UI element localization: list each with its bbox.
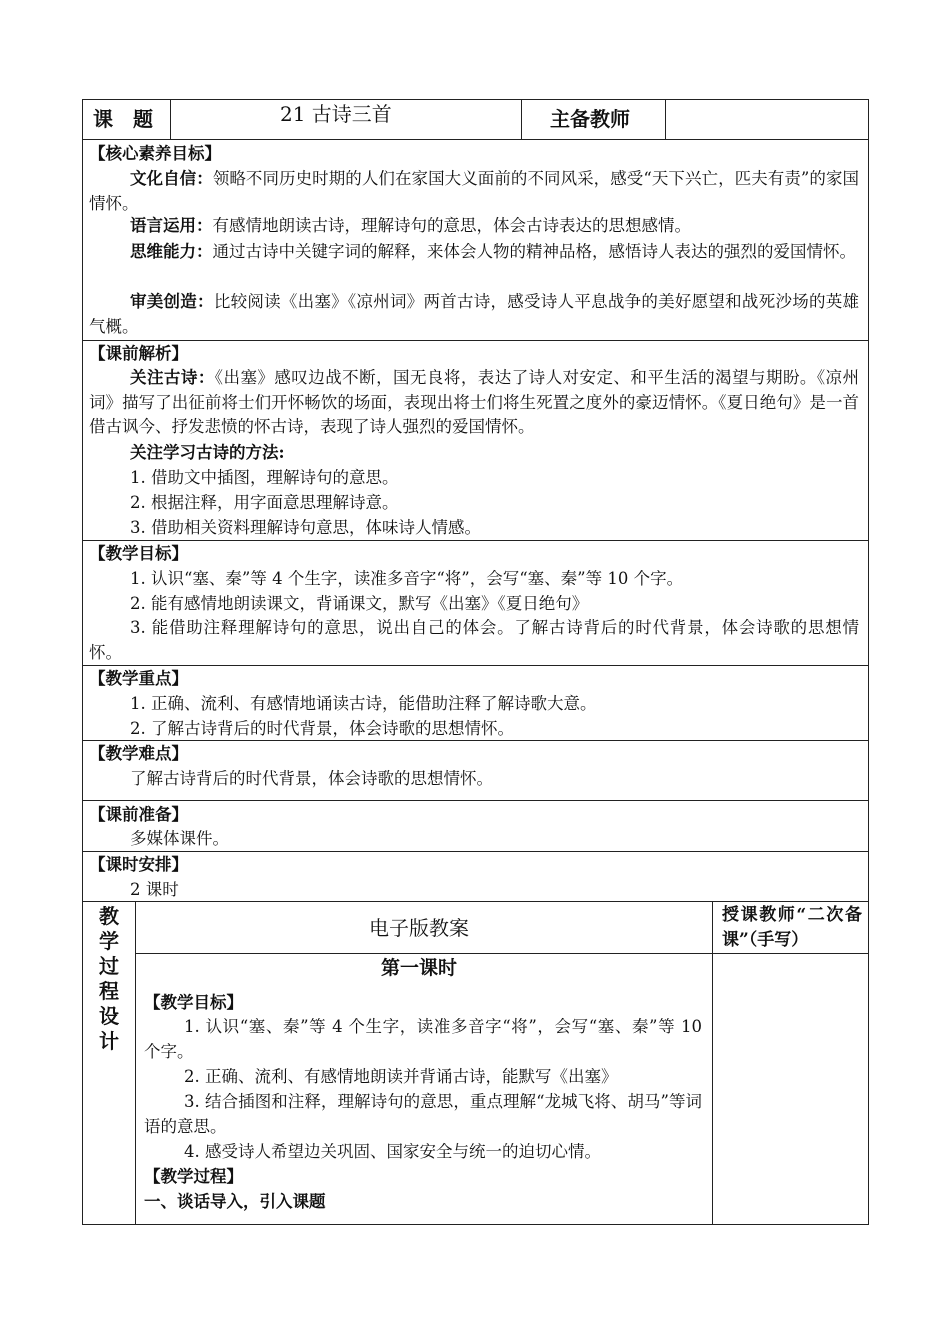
core-item-text: 比较阅读《出塞》《凉州词》两首古诗，感受诗人平息战争的美好愿望和战死沙场的英雄气概。 [89,292,860,336]
lesson-title: 21 古诗三首 [280,102,392,126]
teacher-label: 主备教师 [550,107,630,131]
divider [82,540,869,541]
key-points-item: 1. 正确、流利、有感情地诵读古诗，能借助注释了解诗歌大意。 [130,694,597,713]
process-column-main: 电子版教案 [369,916,469,940]
lesson-label: 课 题 [93,107,153,131]
goals-heading: 【教学目标】 [89,544,188,563]
core-item-text: 有感情地朗读古诗，理解诗句的意思，体会古诗表达的思想感情。 [212,216,691,235]
schedule-text: 2 课时 [130,880,179,899]
analysis-focus [89,366,859,440]
core-item-thinking [89,240,859,265]
core-item-text: 通过古诗中关键字词的解释，来体会人物的精神品格，感悟诗人表达的强烈的爱国情怀。 [212,242,856,261]
process-goal-item: 2. 正确、流利、有感情地朗读并背诵古诗，能默写《出塞》 [184,1067,618,1086]
goals-item: 2. 能有感情地朗读课文，背诵课文，默写《出塞》《夏日绝句》 [130,594,589,613]
divider [135,901,136,1225]
process-side-label: 教学过程设计 [99,904,119,1053]
schedule-heading: 【课时安排】 [89,855,188,874]
process-goals-heading: 【教学目标】 [144,993,243,1012]
analysis-method-item: 3. 借助相关资料理解诗句意思，体味诗人情感。 [130,518,481,537]
divider [521,99,522,139]
process-column-note: 授课教师“二次备课”（手写） [722,905,862,950]
divider [82,851,869,852]
analysis-focus-label: 关注古诗： [130,368,215,387]
divider [82,901,869,902]
analysis-method-label: 关注学习古诗的方法: [130,443,285,462]
divider [170,99,171,139]
preparation-text: 多媒体课件。 [130,829,229,848]
analysis-focus-text: 《出塞》感叹边战不断，国无良将，表达了诗人对安定、和平生活的渴望与期盼。《凉州词》描写了出征前将士们开怀畅饮的场面，表现出将士们将生死置之度外的豪迈情怀。《夏日绝句》是一首借古讽今、抒发悲愤的怀古诗，表现了诗人强烈的爱国情怀。 [89,368,860,436]
lesson-period-title: 第一课时 [381,957,458,979]
core-item-text: 领略不同历史时期的人们在家国大义面前的不同风采，感受“天下兴亡，匹夫有责”的家国情怀。 [89,169,860,213]
core-item-label: 审美创造： [130,292,214,311]
divider [82,340,869,341]
goals-item: 3. 能借助注释理解诗句的意思，说出自己的体会。了解古诗背后的时代背景，体会诗歌的思想情怀。 [89,618,859,662]
process-goal-item: 4. 感受诗人希望边关巩固、国家安全与统一的迫切心情。 [184,1142,601,1161]
goals-item: 1. 认识“塞、秦”等 4 个生字，读准多音字“将”，会写“塞、秦”等 10 个字。 [130,569,684,588]
core-item-label: 语言运用： [130,216,213,235]
core-item-aesthetic [89,290,859,339]
core-heading: 【核心素养目标】 [89,144,221,163]
divider [135,953,869,954]
core-item-label: 文化自信： [130,169,213,188]
process-steps-heading: 【教学过程】 [144,1167,243,1186]
key-points-heading: 【教学重点】 [89,669,188,688]
analysis-method-item: 2. 根据注释，用字面意思理解诗意。 [130,493,399,512]
core-item-label: 思维能力： [130,242,213,261]
divider [665,99,666,139]
preparation-heading: 【课前准备】 [89,805,188,824]
divider [712,901,713,1225]
analysis-heading: 【课前解析】 [89,344,188,363]
process-goal-item: 1. 认识“塞、秦”等 4 个生字，读准多音字“将”，会写“塞、秦”等 10 个字。 [144,1017,702,1061]
divider [82,665,869,666]
process-step-1: 一、谈话导入，引入课题 [144,1192,326,1211]
process-goal-item: 3. 结合插图和注释，理解诗句的意思，重点理解“龙城飞将、胡马”等词语的意思。 [144,1092,702,1136]
difficulty-heading: 【教学难点】 [89,744,188,763]
key-points-item: 2. 了解古诗背后的时代背景，体会诗歌的思想情怀。 [130,719,514,738]
core-item-culture [89,167,859,216]
analysis-method-item: 1. 借助文中插图，理解诗句的意思。 [130,468,399,487]
difficulty-text: 了解古诗背后的时代背景，体会诗歌的思想情怀。 [130,769,493,788]
core-item-language [89,214,859,239]
divider [82,139,869,140]
divider [82,800,869,801]
